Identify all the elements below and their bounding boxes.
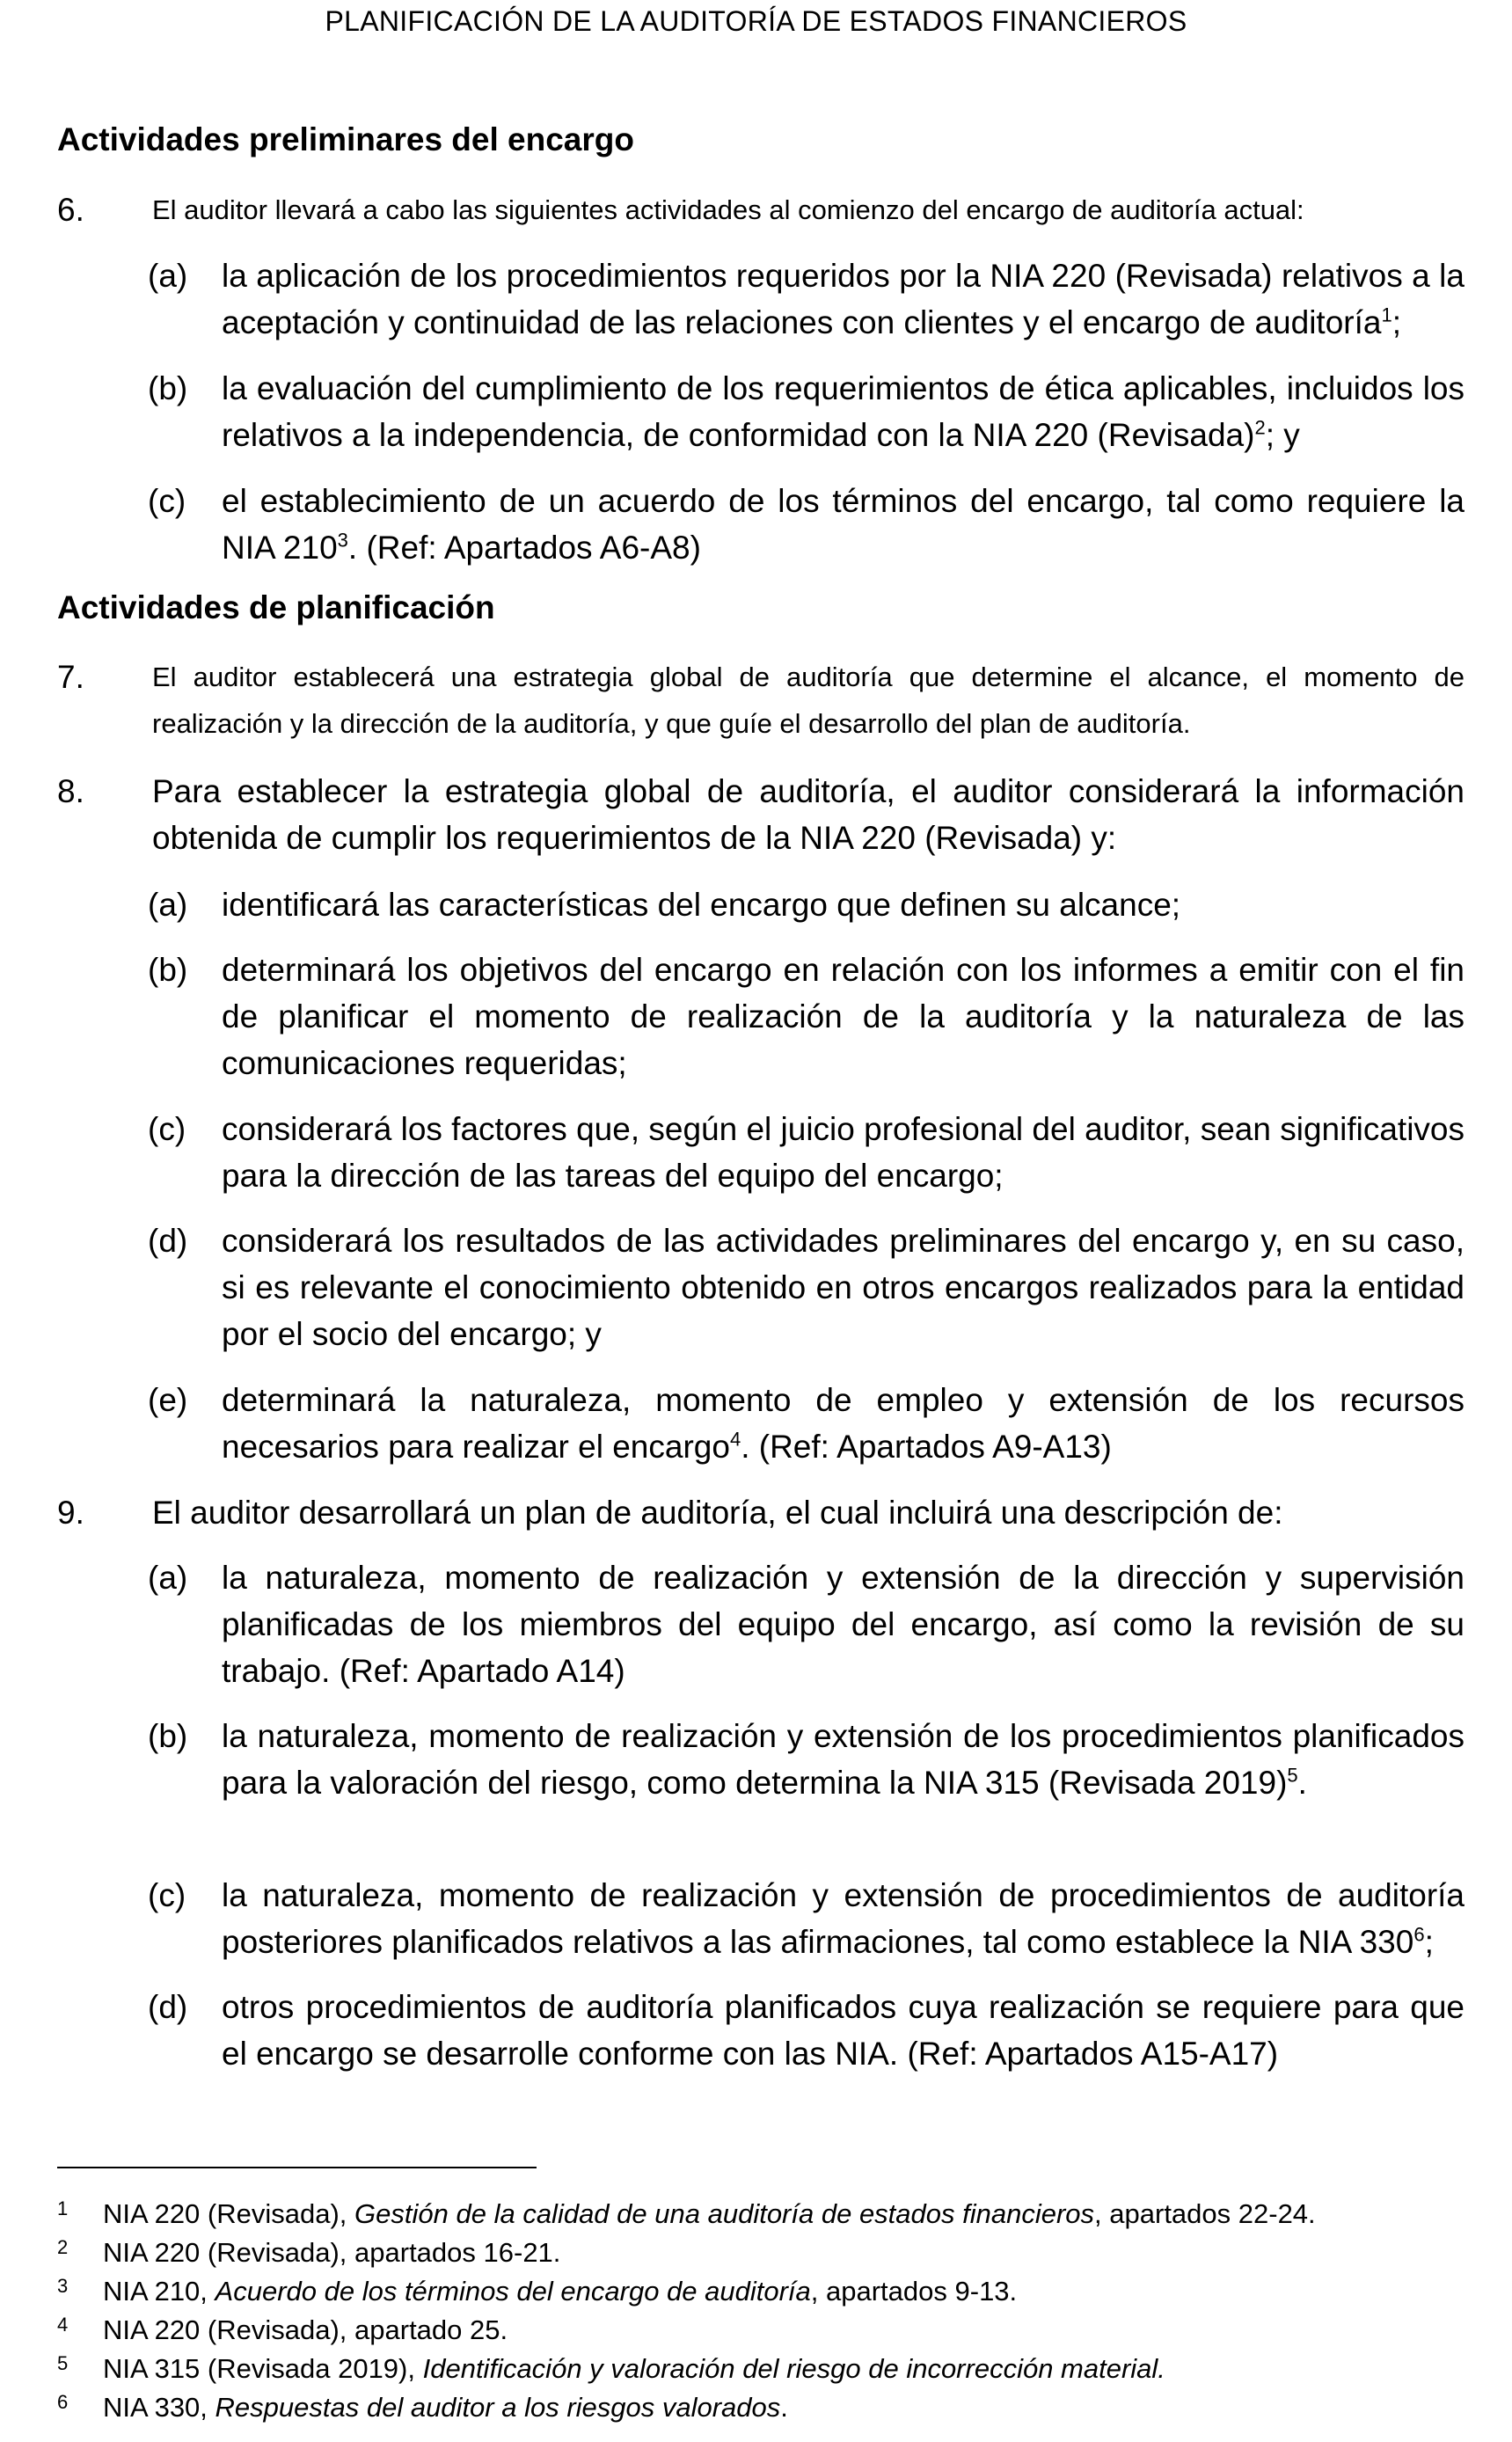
footnote-text: NIA 210, Acuerdo de los términos del encargo de auditoría, apartados 9-13. (103, 2276, 1018, 2307)
list-item-8c (148, 1106, 1465, 1199)
paragraph-number: 8. (57, 773, 84, 809)
paragraph-number: 7. (57, 659, 84, 695)
list-item-label: (b) (148, 370, 188, 406)
list-item-text: la aplicación de los procedimientos requeridos por la NIA 220 (Revisada) relativos a la aceptación y continuidad de las relaciones con clientes y el encargo de auditoría$^1$; (222, 258, 1465, 340)
paragraph-8 (57, 768, 1465, 861)
list-item-8d (148, 1217, 1465, 1357)
list-item-label: (a) (148, 1560, 188, 1596)
footnote-text: NIA 330, Respuestas del auditor a los riesgos valorados. (103, 2392, 788, 2423)
list-item-8e (148, 1377, 1465, 1470)
list-item-9b (148, 1713, 1465, 1806)
list-item-label: (b) (148, 1718, 188, 1754)
list-item-8a (148, 881, 1465, 928)
list-item-label: (e) (148, 1382, 188, 1418)
paragraph-number: 6. (57, 192, 84, 228)
list-item-text: considerará los resultados de las actividades preliminares del encargo y, en su caso, si es relevante el conocimiento obtenido en otros encargos realizados para la entidad por el socio del encargo; y (222, 1223, 1465, 1352)
list-item-text: la naturaleza, momento de realización y extensión de procedimientos de auditoría posteriores planificados relativos a las afirmaciones, tal como establece la NIA $330^6$; (222, 1877, 1465, 1960)
list-item-label: (a) (148, 258, 188, 294)
paragraph-number: 9. (57, 1495, 84, 1531)
footnote-text: NIA 220 (Revisada), apartado 25. (103, 2314, 508, 2345)
paragraph-7 (57, 654, 1465, 747)
paragraph-9 (57, 1489, 1465, 1536)
list-item-text: otros procedimientos de auditoría planificados cuya realización se requiere para que el encargo se desarrolle conforme con las NIA. (Ref: Apartados A15-A17) (222, 1989, 1465, 2072)
footnote-text: NIA 220 (Revisada), apartados 16-21. (103, 2237, 561, 2268)
list-item-text: la evaluación del cumplimiento de los requerimientos de ética aplicables, incluidos los relativos a la independencia, de conformidad con la NIA 220 (Revisada)$^2$; y (222, 370, 1465, 453)
list-item-6b (148, 365, 1465, 458)
footnote-separator (57, 2167, 537, 2168)
list-item-text: identificará las características del encargo que definen su alcance; (222, 887, 1181, 923)
list-item-9a (148, 1554, 1465, 1694)
list-item-6c (148, 478, 1465, 571)
list-item-label: (c) (148, 1111, 186, 1147)
list-item-9d (148, 1984, 1465, 2077)
list-item-label: (a) (148, 887, 188, 923)
list-item-text: la naturaleza, momento de realización y extensión de la dirección y supervisión planificadas de los miembros del equipo del encargo, así como la revisión de su trabajo. (Ref: Apartado A14) (222, 1560, 1465, 1689)
footnote-1 (57, 2197, 1316, 2232)
list-item-8b (148, 947, 1465, 1086)
list-item-label: (b) (148, 952, 188, 988)
paragraph-6 (57, 186, 1465, 233)
footnote-text: NIA 315 (Revisada 2019), Identificación y valoración del riesgo de incorrección material. (103, 2353, 1165, 2384)
list-item-9c (148, 1872, 1465, 1965)
footnote-ref: 2 (1254, 416, 1266, 439)
footnote-number: 5 (57, 2352, 69, 2374)
footnote-number: 1 (57, 2197, 69, 2219)
footnote-number: 3 (57, 2275, 69, 2297)
footnote-ref: 4 (729, 1428, 741, 1451)
list-item-6a (148, 252, 1465, 346)
list-item-label: (d) (148, 1223, 188, 1259)
footnote-number: 4 (57, 2314, 69, 2336)
list-item-text: determinará la naturaleza, momento de empleo y extensión de los recursos necesarios para realizar el encargo$^4$. (Ref: Apartados A9-A13) (222, 1382, 1465, 1465)
footnote-number: 6 (57, 2391, 69, 2413)
list-item-text: considerará los factores que, según el juicio profesional del auditor, sean significativos para la dirección de las tareas del equipo del encargo; (222, 1111, 1465, 1194)
list-item-label: (c) (148, 1877, 186, 1913)
section-heading-preliminary: Actividades preliminares del encargo (57, 121, 634, 157)
footnote-ref: 1 (1381, 303, 1392, 326)
footnote-ref: 3 (337, 529, 348, 552)
footnote-2 (57, 2235, 560, 2270)
list-item-label: (d) (148, 1989, 188, 2025)
footnote-text: NIA 220 (Revisada), Gestión de la calidad de una auditoría de estados financieros, apartados 22-24. (103, 2198, 1316, 2229)
paragraph-text: El auditor llevará a cabo las siguientes actividades al comienzo del encargo de auditoría actual: (152, 194, 1304, 225)
list-item-label: (c) (148, 483, 186, 519)
page-header-title: PLANIFICACIÓN DE LA AUDITORÍA DE ESTADOS FINANCIEROS (325, 5, 1187, 37)
list-item-text: la naturaleza, momento de realización y extensión de los procedimientos planificados para la valoración del riesgo, como determina la NIA 315 (Revisada 2019)$^5$. (222, 1718, 1465, 1801)
paragraph-text: Para establecer la estrategia global de auditoría, el auditor considerará la información obtenida de cumplir los requerimientos de la NIA 220 (Revisada) y: (152, 773, 1465, 856)
footnote-number: 2 (57, 2236, 69, 2258)
section-heading-planning: Actividades de planificación (57, 589, 495, 625)
footnote-4 (57, 2313, 508, 2348)
footnote-3 (57, 2274, 1017, 2309)
paragraph-text: El auditor establecerá una estrategia global de auditoría que determine el alcance, el momento de realización y la dirección de la auditoría, y que guíe el desarrollo del plan de auditoría. (152, 662, 1465, 739)
list-item-text: determinará los objetivos del encargo en relación con los informes a emitir con el fin de planificar el momento de realización de la auditoría y la naturaleza de las comunicaciones requeridas; (222, 952, 1465, 1081)
footnote-6 (57, 2390, 788, 2425)
footnote-5 (57, 2351, 1165, 2387)
footnote-ref: 5 (1287, 1764, 1298, 1787)
footnote-ref: 6 (1413, 1923, 1425, 1946)
paragraph-text: El auditor desarrollará un plan de auditoría, el cual incluirá una descripción de: (152, 1495, 1283, 1531)
list-item-text: el establecimiento de un acuerdo de los términos del encargo, tal como requiere la NIA $210^3$. (Ref: Apartados A6-A8) (222, 483, 1465, 566)
